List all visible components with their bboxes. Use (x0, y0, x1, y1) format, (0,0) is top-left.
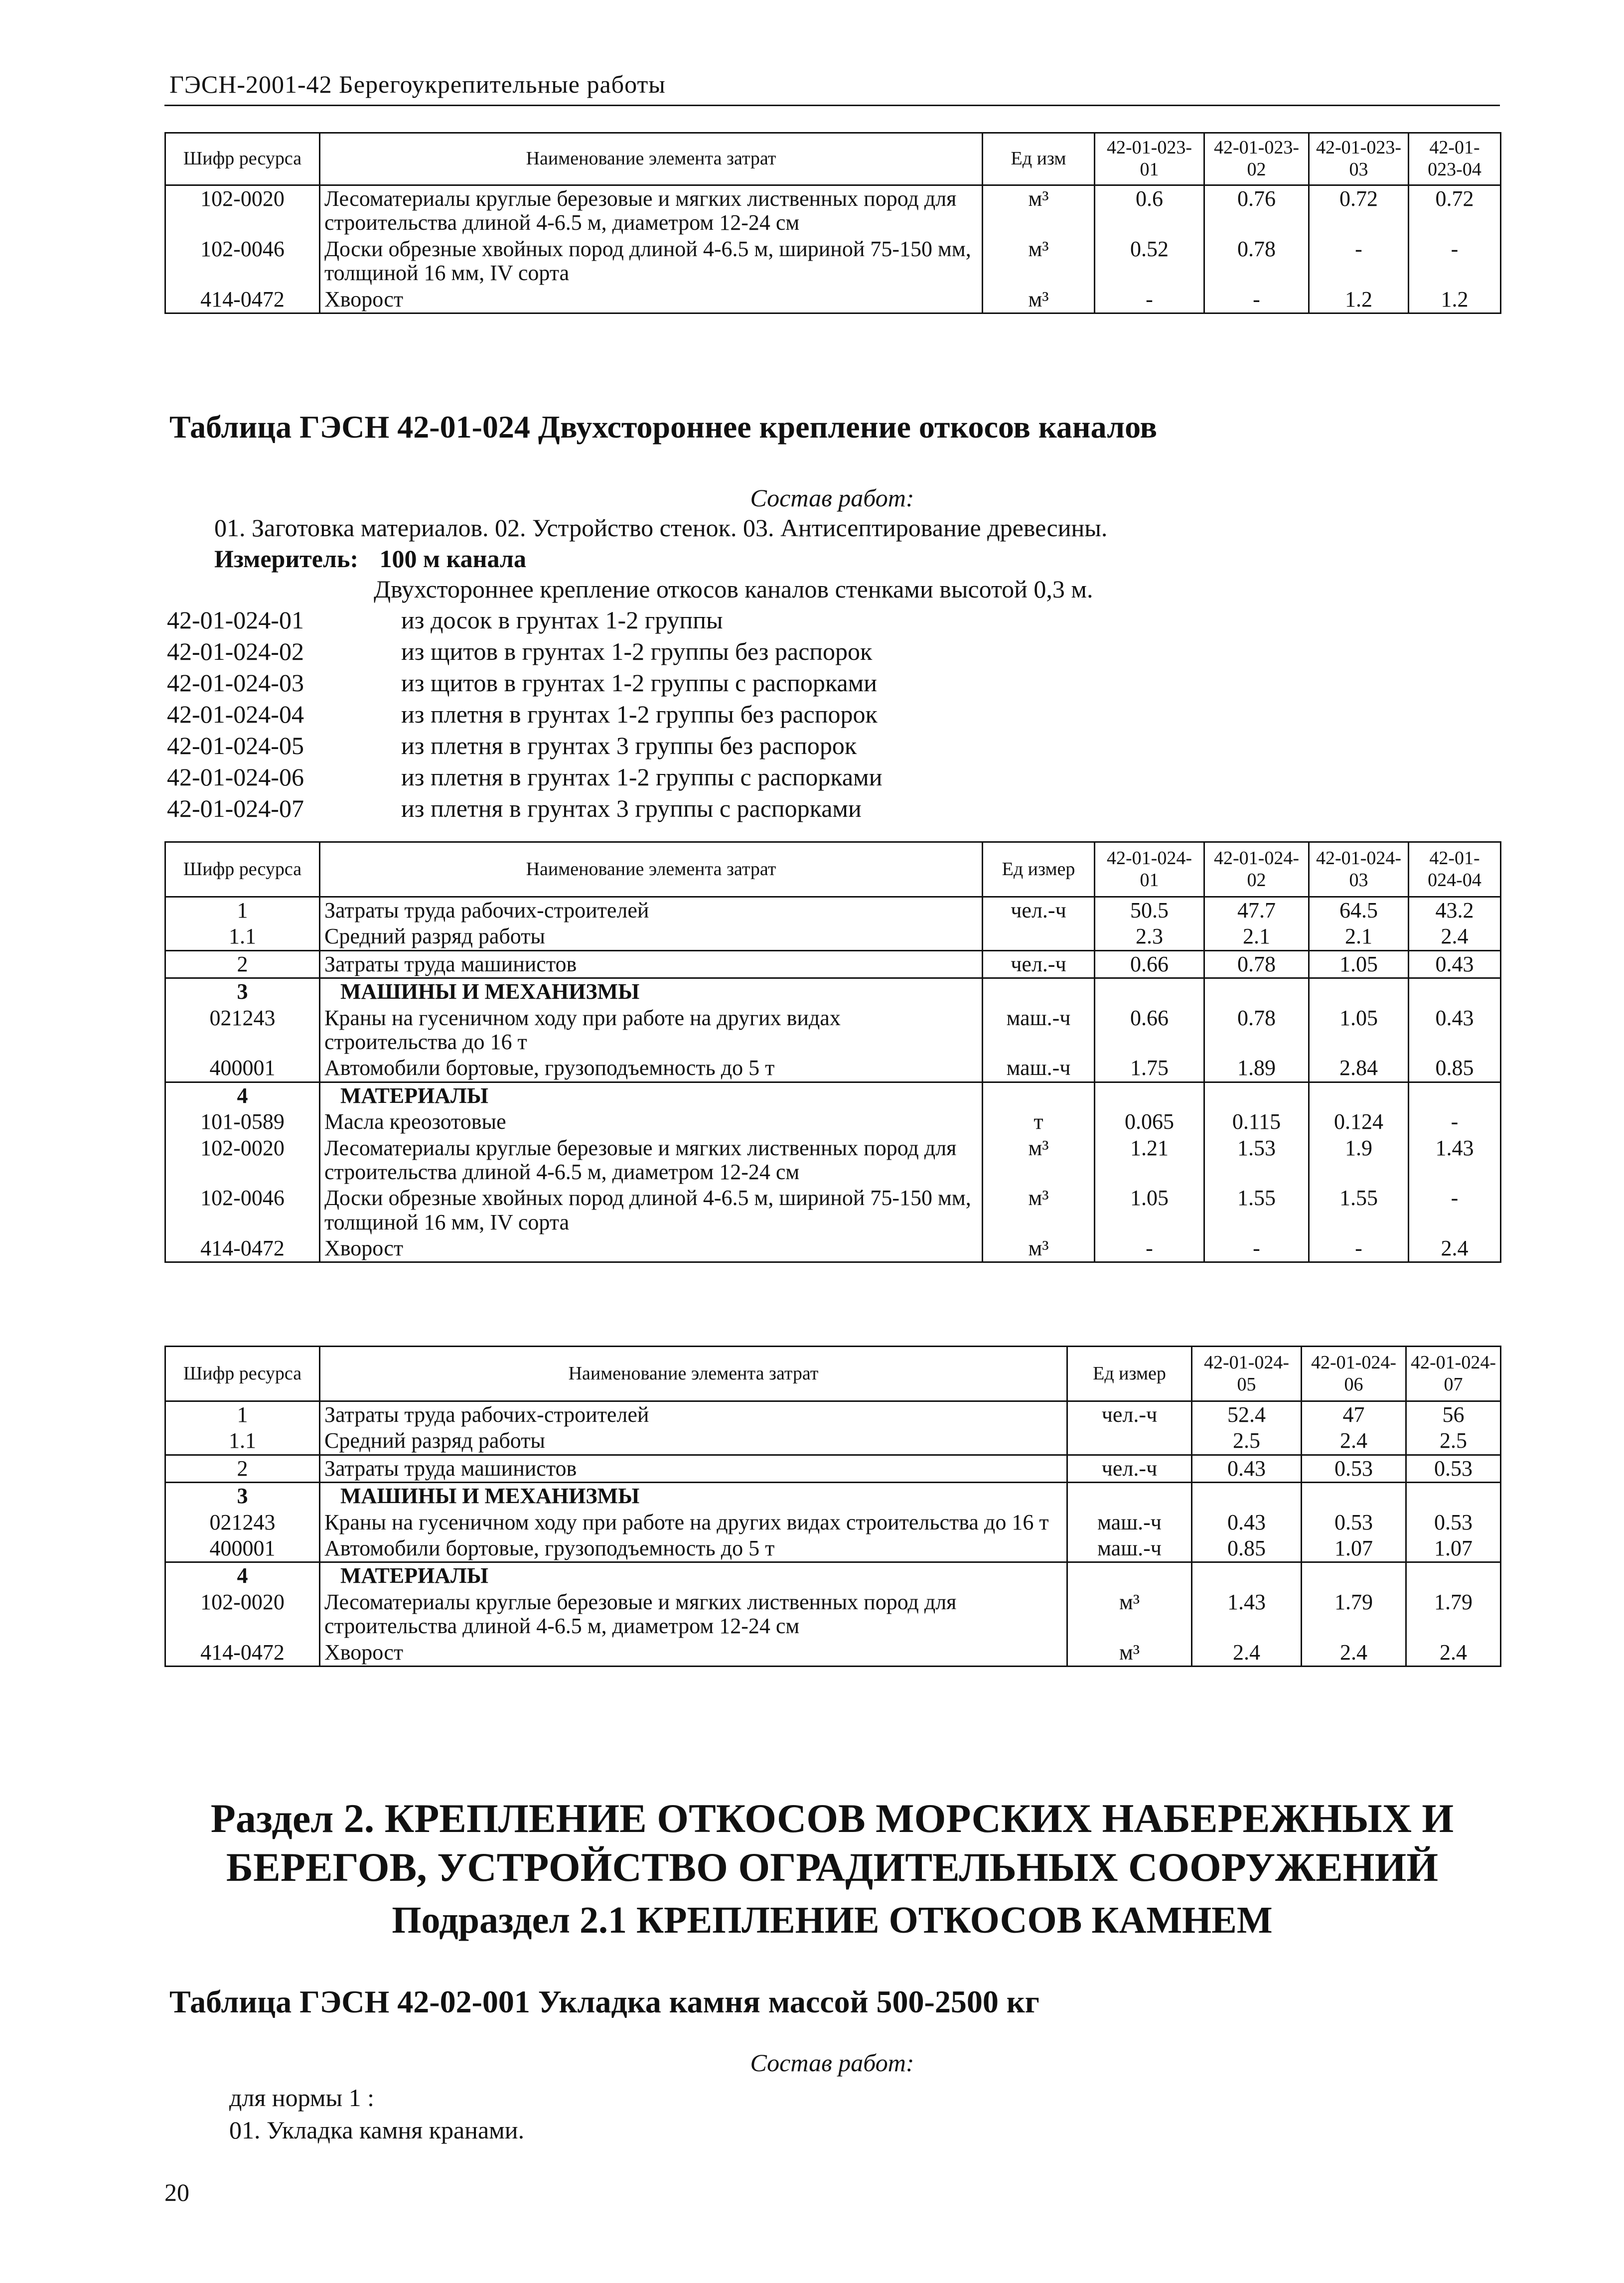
col-header-norm: 42-01-024-01 (1095, 842, 1204, 897)
row-value: - (1409, 1185, 1501, 1235)
row-name: Доски обрезные хвойных пород длиной 4-6.5 м, шириной 75-150 мм, толщиной 16 мм, IV сорта (320, 236, 983, 287)
norm-step: 01. Укладка камня кранами. (229, 2116, 525, 2144)
row-value: - (1409, 236, 1501, 287)
row-value: 2.4 (1302, 1428, 1406, 1455)
row-name: Доски обрезные хвойных пород длиной 4-6.5 м, шириной 75-150 мм, толщиной 16 мм, IV сорта (320, 1185, 983, 1235)
norm-code: 42-01-024-03 (167, 669, 304, 697)
row-code: 414-0472 (165, 287, 320, 313)
table-row (165, 1082, 1501, 1109)
table-row (165, 1055, 1501, 1082)
row-value: 0.72 (1409, 185, 1501, 236)
col-header-name: Наименование элемента затрат (320, 842, 983, 897)
table-row (165, 1589, 1501, 1640)
row-value: 0.78 (1204, 950, 1309, 978)
row-name: Краны на гусеничном ходу при работе на других видах строительства до 16 т (320, 1510, 1067, 1535)
row-value: 0.065 (1095, 1109, 1204, 1135)
row-name: Лесоматериалы круглые березовые и мягких лиственных пород для строительства длиной 4-6.5 м, диаметром 12-24 см (320, 185, 983, 236)
col-header-norm: 42-01-024-04 (1409, 842, 1501, 897)
col-header-code: Шифр ресурса (165, 842, 320, 897)
row-name: Автомобили бортовые, грузоподъемность до 5 т (320, 1055, 983, 1082)
row-unit: чел.-ч (1067, 1401, 1192, 1428)
subsection-title: Подраздел 2.1 КРЕПЛЕНИЕ ОТКОСОВ КАМНЕМ (392, 1899, 1273, 1941)
row-value: 0.85 (1192, 1535, 1302, 1562)
norm-code: 42-01-024-05 (167, 732, 304, 760)
list-item (167, 794, 882, 825)
composition-label: Состав работ: (750, 484, 914, 512)
row-unit: м³ (983, 1185, 1095, 1235)
row-unit: маш.-ч (983, 1055, 1095, 1082)
col-header-unit: Ед измер (1067, 1347, 1192, 1401)
row-value: 0.43 (1409, 1005, 1501, 1056)
col-header-name: Наименование элемента затрат (320, 1347, 1067, 1401)
row-value: 1.43 (1192, 1589, 1302, 1640)
row-code: 400001 (165, 1055, 320, 1082)
row-value: 56 (1406, 1401, 1501, 1428)
row-value: 2.5 (1192, 1428, 1302, 1455)
row-value: 47 (1302, 1401, 1406, 1428)
col-header-norm: 42-01-023-04 (1409, 133, 1501, 185)
row-name: Автомобили бортовые, грузоподъемность до 5 т (320, 1535, 1067, 1562)
row-code: 414-0472 (165, 1235, 320, 1262)
col-header-norm: 42-01-023-03 (1309, 133, 1409, 185)
row-code: 101-0589 (165, 1109, 320, 1135)
row-unit: чел.-ч (983, 897, 1095, 924)
table-row (165, 1483, 1501, 1510)
row-value: 1.55 (1204, 1185, 1309, 1235)
table-row (165, 1562, 1501, 1589)
norm-text: из плетня в грунтах 1-2 группы без распорок (401, 700, 878, 728)
group-heading: МАШИНЫ И МЕХАНИЗМЫ (320, 978, 983, 1005)
row-unit: маш.-ч (1067, 1510, 1192, 1535)
row-value: 0.53 (1302, 1455, 1406, 1482)
row-value: 2.4 (1409, 923, 1501, 950)
row-value: 1.05 (1309, 950, 1409, 978)
section-title-line: Раздел 2. КРЕПЛЕНИЕ ОТКОСОВ МОРСКИХ НАБЕРЕЖНЫХ И (210, 1796, 1454, 1841)
row-code: 021243 (165, 1510, 320, 1535)
table-row (165, 1455, 1501, 1482)
row-unit: т (983, 1109, 1095, 1135)
row-value: - (1095, 287, 1204, 313)
norm-label: для нормы 1 : (229, 2084, 375, 2112)
row-value: 1.2 (1409, 287, 1501, 313)
norm-code: 42-01-024-07 (167, 794, 304, 822)
row-unit: маш.-ч (983, 1005, 1095, 1056)
row-value: 2.4 (1409, 1235, 1501, 1262)
group-heading: МАТЕРИАЛЫ (320, 1082, 983, 1109)
row-unit: чел.-ч (983, 950, 1095, 978)
section-title-line: БЕРЕГОВ, УСТРОЙСТВО ОГРАДИТЕЛЬНЫХ СООРУЖЕНИЙ (226, 1844, 1439, 1890)
row-value: 0.76 (1204, 185, 1309, 236)
col-header-code: Шифр ресурса (165, 1347, 320, 1401)
row-value: - (1095, 1235, 1204, 1262)
table-row (165, 1005, 1501, 1056)
row-value: 0.53 (1406, 1455, 1501, 1482)
row-unit: м³ (983, 185, 1095, 236)
meter-label: Измеритель: (214, 545, 359, 573)
row-value: 2.4 (1192, 1640, 1302, 1667)
table-row (165, 1401, 1501, 1428)
col-header-unit: Ед изм (983, 133, 1095, 185)
row-value: 50.5 (1095, 897, 1204, 924)
composition-text: 01. Заготовка материалов. 02. Устройство стенок. 03. Антисептирование древесины. (214, 514, 1108, 542)
list-item (167, 731, 882, 762)
row-name: Хворост (320, 1235, 983, 1262)
header-divider (164, 105, 1500, 106)
table-row (165, 1535, 1501, 1562)
list-item (167, 637, 882, 668)
row-value: 1.89 (1204, 1055, 1309, 1082)
row-value: 0.78 (1204, 1005, 1309, 1056)
row-unit: м³ (983, 287, 1095, 313)
row-code: 021243 (165, 1005, 320, 1056)
resource-table-024-b (164, 1346, 1501, 1667)
row-value: 1.9 (1309, 1135, 1409, 1186)
row-unit: чел.-ч (1067, 1455, 1192, 1482)
row-value: 0.6 (1095, 185, 1204, 236)
row-name: Затраты труда машинистов (320, 1455, 1067, 1482)
row-value: 2.4 (1406, 1640, 1501, 1667)
norm-text: из досок в грунтах 1-2 группы (401, 606, 723, 634)
row-value: 0.66 (1095, 1005, 1204, 1056)
table-title-024: Таблица ГЭСН 42-01-024 Двухстороннее крепление откосов каналов (169, 409, 1158, 445)
row-value: 47.7 (1204, 897, 1309, 924)
row-value: 1.07 (1302, 1535, 1406, 1562)
col-header-norm: 42-01-024-02 (1204, 842, 1309, 897)
row-value: 0.124 (1309, 1109, 1409, 1135)
col-header-norm: 42-01-024-05 (1192, 1347, 1302, 1401)
row-value: 1.79 (1406, 1589, 1501, 1640)
row-value: - (1409, 1109, 1501, 1135)
col-header-code: Шифр ресурса (165, 133, 320, 185)
row-value: 2.4 (1302, 1640, 1406, 1667)
row-name: Хворост (320, 1640, 1067, 1667)
row-value: 2.1 (1204, 923, 1309, 950)
row-unit (983, 923, 1095, 950)
table-row (165, 236, 1501, 287)
norm-code: 42-01-024-02 (167, 637, 304, 665)
list-item (167, 606, 882, 637)
col-header-name: Наименование элемента затрат (320, 133, 983, 185)
row-value: 1.75 (1095, 1055, 1204, 1082)
norm-description: Двухстороннее крепление откосов каналов стенками высотой 0,3 м. (374, 575, 1093, 603)
row-name: Средний разряд работы (320, 923, 983, 950)
row-value: - (1309, 1235, 1409, 1262)
row-code: 4 (165, 1562, 320, 1589)
row-value: 0.43 (1192, 1455, 1302, 1482)
row-unit: м³ (1067, 1640, 1192, 1667)
row-value: 64.5 (1309, 897, 1409, 924)
row-code: 1.1 (165, 923, 320, 950)
col-header-norm: 42-01-023-02 (1204, 133, 1309, 185)
row-code: 1 (165, 897, 320, 924)
table-row (165, 1185, 1501, 1235)
row-value: 2.1 (1309, 923, 1409, 950)
row-unit: маш.-ч (1067, 1535, 1192, 1562)
meter-value: 100 м канала (379, 545, 526, 573)
row-value: 0.43 (1409, 950, 1501, 978)
page-header-title: ГЭСН-2001-42 Берегоукрепительные работы (169, 70, 666, 98)
norm-text: из плетня в грунтах 1-2 группы с распорками (401, 763, 883, 791)
resource-table-023 (164, 132, 1501, 314)
row-value: 43.2 (1409, 897, 1501, 924)
norm-code: 42-01-024-06 (167, 763, 304, 791)
norm-code: 42-01-024-04 (167, 700, 304, 728)
row-code: 102-0046 (165, 1185, 320, 1235)
list-item (167, 700, 882, 731)
row-code: 102-0020 (165, 185, 320, 236)
row-unit: м³ (983, 236, 1095, 287)
row-unit (1067, 1428, 1192, 1455)
row-value: 0.85 (1409, 1055, 1501, 1082)
table-row (165, 1135, 1501, 1186)
row-code: 414-0472 (165, 1640, 320, 1667)
row-unit: м³ (983, 1235, 1095, 1262)
row-value: 1.05 (1095, 1185, 1204, 1235)
norm-code: 42-01-024-01 (167, 606, 304, 634)
row-code: 102-0020 (165, 1589, 320, 1640)
row-code: 1 (165, 1401, 320, 1428)
row-value: 1.2 (1309, 287, 1409, 313)
col-header-norm: 42-01-024-07 (1406, 1347, 1501, 1401)
table-row (165, 897, 1501, 924)
norm-list (167, 606, 882, 825)
table-row (165, 1235, 1501, 1262)
composition-label: Состав работ: (750, 2049, 914, 2077)
row-name: Хворост (320, 287, 983, 313)
row-value: 0.43 (1192, 1510, 1302, 1535)
table-row (165, 923, 1501, 950)
row-value: 2.5 (1406, 1428, 1501, 1455)
row-value: 0.52 (1095, 236, 1204, 287)
col-header-norm: 42-01-023-01 (1095, 133, 1204, 185)
group-heading: МАТЕРИАЛЫ (320, 1562, 1067, 1589)
col-header-unit: Ед измер (983, 842, 1095, 897)
row-value: 1.05 (1309, 1005, 1409, 1056)
row-name: Средний разряд работы (320, 1428, 1067, 1455)
table-row (165, 950, 1501, 978)
row-name: Масла креозотовые (320, 1109, 983, 1135)
row-name: Затраты труда рабочих-строителей (320, 897, 983, 924)
row-code: 1.1 (165, 1428, 320, 1455)
row-code: 102-0046 (165, 236, 320, 287)
row-value: 0.66 (1095, 950, 1204, 978)
table-title-42-02-001: Таблица ГЭСН 42-02-001 Укладка камня массой 500-2500 кг (169, 1984, 1039, 2019)
table-row (165, 185, 1501, 236)
row-value: 0.72 (1309, 185, 1409, 236)
row-code: 2 (165, 1455, 320, 1482)
table-row (165, 1109, 1501, 1135)
row-value: 1.79 (1302, 1589, 1406, 1640)
col-header-norm: 42-01-024-03 (1309, 842, 1409, 897)
norm-text: из щитов в грунтах 1-2 группы с распорками (401, 669, 878, 697)
table-row (165, 287, 1501, 313)
row-value: 1.07 (1406, 1535, 1501, 1562)
row-name: Лесоматериалы круглые березовые и мягких лиственных пород для строительства длиной 4-6.5 м, диаметром 12-24 см (320, 1135, 983, 1186)
row-value: 0.78 (1204, 236, 1309, 287)
row-name: Лесоматериалы круглые березовые и мягких лиственных пород для строительства длиной 4-6.5 м, диаметром 12-24 см (320, 1589, 1067, 1640)
page-number: 20 (164, 2178, 189, 2206)
row-value: - (1204, 287, 1309, 313)
row-value: 0.115 (1204, 1109, 1309, 1135)
row-value: 0.53 (1406, 1510, 1501, 1535)
row-value: - (1204, 1235, 1309, 1262)
row-value: 52.4 (1192, 1401, 1302, 1428)
row-name: Затраты труда машинистов (320, 950, 983, 978)
row-code: 2 (165, 950, 320, 978)
row-code: 3 (165, 978, 320, 1005)
row-code: 400001 (165, 1535, 320, 1562)
row-value: 1.21 (1095, 1135, 1204, 1186)
resource-table-024-a (164, 841, 1501, 1263)
col-header-norm: 42-01-024-06 (1302, 1347, 1406, 1401)
row-unit: м³ (1067, 1589, 1192, 1640)
section-title (164, 1794, 1500, 1892)
row-value: - (1309, 236, 1409, 287)
table-row (165, 1428, 1501, 1455)
row-code: 102-0020 (165, 1135, 320, 1186)
row-unit: м³ (983, 1135, 1095, 1186)
row-value: 1.53 (1204, 1135, 1309, 1186)
norm-text: из плетня в грунтах 3 группы без распорок (401, 732, 857, 760)
norm-text: из щитов в грунтах 1-2 группы без распорок (401, 637, 873, 665)
table-row (165, 1640, 1501, 1667)
table-row (165, 1510, 1501, 1535)
group-heading: МАШИНЫ И МЕХАНИЗМЫ (320, 1483, 1067, 1510)
list-item (167, 762, 882, 794)
norm-text: из плетня в грунтах 3 группы с распорками (401, 794, 862, 822)
row-value: 0.53 (1302, 1510, 1406, 1535)
row-code: 3 (165, 1483, 320, 1510)
row-name: Затраты труда рабочих-строителей (320, 1401, 1067, 1428)
row-value: 2.3 (1095, 923, 1204, 950)
table-row (165, 978, 1501, 1005)
row-name: Краны на гусеничном ходу при работе на других видах строительства до 16 т (320, 1005, 983, 1056)
row-code: 4 (165, 1082, 320, 1109)
row-value: 2.84 (1309, 1055, 1409, 1082)
row-value: 1.55 (1309, 1185, 1409, 1235)
list-item (167, 668, 882, 700)
row-value: 1.43 (1409, 1135, 1501, 1186)
